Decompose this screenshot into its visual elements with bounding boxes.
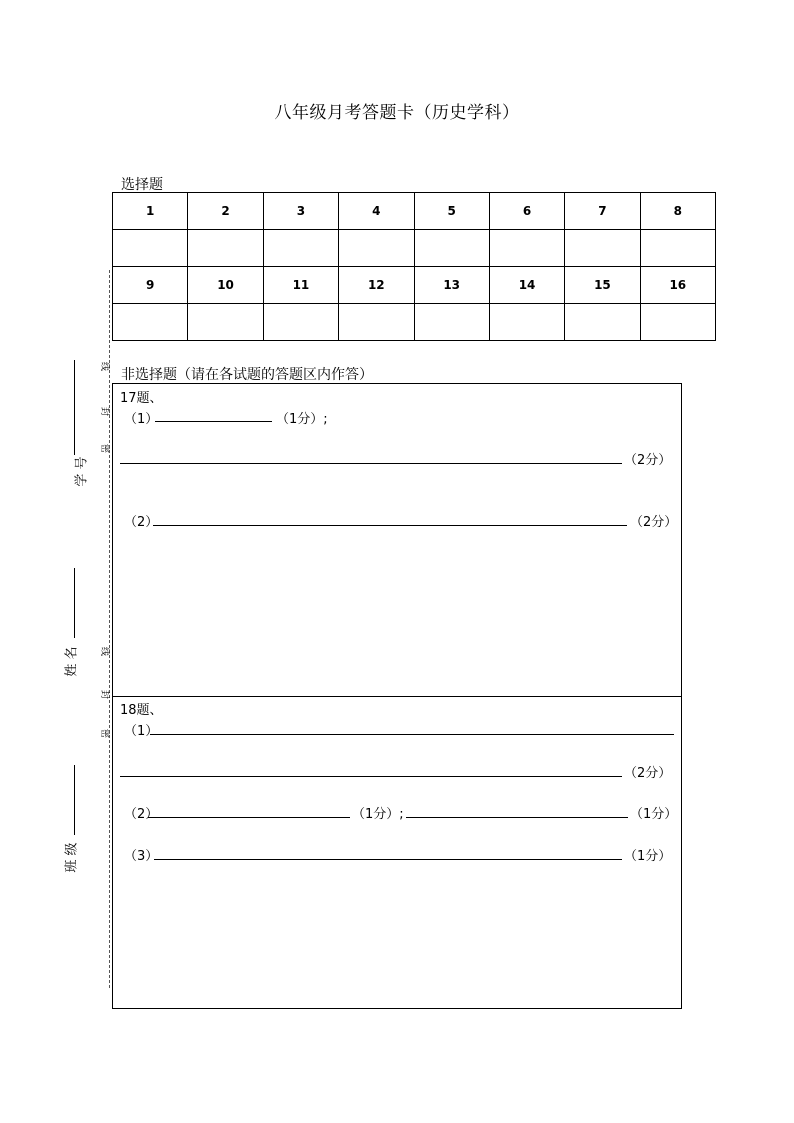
q17-part1b-answer-line[interactable] (120, 463, 622, 464)
q17-part2-prefix: （2） (124, 515, 159, 530)
seal-char: 线 (99, 646, 110, 657)
class-write-line[interactable] (74, 765, 75, 835)
q18-part3-prefix: （3） (124, 849, 159, 864)
choice-number-row (113, 267, 716, 304)
question-number: 8 (640, 193, 715, 230)
seal-dashed-line (109, 270, 110, 988)
question-number: 11 (263, 267, 338, 304)
q17-part2-answer-line[interactable] (153, 525, 627, 526)
q17-part2-score: （2分） (630, 515, 678, 530)
q18-part1-answer-line[interactable] (150, 734, 674, 735)
answer-cell[interactable] (489, 304, 564, 341)
q18-part3-answer-line[interactable] (154, 859, 622, 860)
answer-cell[interactable] (263, 304, 338, 341)
answer-cell[interactable] (339, 304, 414, 341)
q18-part1-prefix: （1） (124, 724, 159, 739)
question-number: 3 (263, 193, 338, 230)
answer-cell[interactable] (188, 304, 263, 341)
question-number: 12 (339, 267, 414, 304)
name-write-line[interactable] (74, 568, 75, 638)
question-number: 14 (489, 267, 564, 304)
q17-part1b-score: （2分） (624, 453, 672, 468)
choice-answer-row (113, 230, 716, 267)
q18-answer-box (112, 696, 682, 1009)
q17-heading: 17题、 (120, 391, 163, 406)
seal-char: 密 (99, 443, 110, 454)
name-label: 姓 名 (64, 646, 80, 677)
q18-part2b-score: （1分） (630, 807, 678, 822)
choice-answer-grid (112, 192, 716, 341)
question-number: 6 (489, 193, 564, 230)
q17-part1-answer-line[interactable] (155, 421, 272, 422)
question-number: 16 (640, 267, 715, 304)
q18-part2a-score: （1分）; (352, 807, 404, 822)
nonchoice-section-label: 非选择题（请在各试题的答题区内作答） (121, 367, 373, 383)
question-number: 10 (188, 267, 263, 304)
answer-cell[interactable] (414, 230, 489, 267)
question-number: 4 (339, 193, 414, 230)
answer-cell[interactable] (565, 230, 640, 267)
answer-cell[interactable] (414, 304, 489, 341)
question-number: 15 (565, 267, 640, 304)
q17-part1-prefix: （1） (124, 412, 159, 427)
answer-cell[interactable] (640, 230, 715, 267)
q17-answer-box (112, 383, 682, 697)
answer-cell[interactable] (640, 304, 715, 341)
choice-section-label: 选择题 (121, 177, 163, 193)
question-number: 5 (414, 193, 489, 230)
student-id-write-line[interactable] (74, 360, 75, 455)
q18-heading: 18题、 (120, 703, 163, 718)
q18-part1b-score: （2分） (624, 766, 672, 781)
question-number: 9 (113, 267, 188, 304)
question-number: 13 (414, 267, 489, 304)
question-number: 1 (113, 193, 188, 230)
q18-part2b-answer-line[interactable] (406, 817, 628, 818)
q18-part2-prefix: （2） (124, 807, 159, 822)
answer-cell[interactable] (113, 230, 188, 267)
seal-char: 封 (99, 406, 110, 417)
choice-number-row (113, 193, 716, 230)
answer-cell[interactable] (565, 304, 640, 341)
seal-char: 封 (99, 689, 110, 700)
question-number: 2 (188, 193, 263, 230)
answer-cell[interactable] (188, 230, 263, 267)
choice-answer-row (113, 304, 716, 341)
page-title: 八年级月考答题卡（历史学科） (274, 103, 520, 123)
answer-cell[interactable] (113, 304, 188, 341)
q18-part2a-answer-line[interactable] (148, 817, 350, 818)
q18-part1b-answer-line[interactable] (120, 776, 622, 777)
answer-cell[interactable] (489, 230, 564, 267)
q18-part3-score: （1分） (624, 849, 672, 864)
q17-part1-score: （1分）; (276, 412, 328, 427)
seal-char: 密 (99, 728, 110, 739)
question-number: 7 (565, 193, 640, 230)
class-label: 班 级 (64, 842, 80, 873)
answer-cell[interactable] (339, 230, 414, 267)
seal-char: 线 (99, 361, 110, 372)
answer-cell[interactable] (263, 230, 338, 267)
student-id-label: 学 号 (74, 456, 90, 487)
